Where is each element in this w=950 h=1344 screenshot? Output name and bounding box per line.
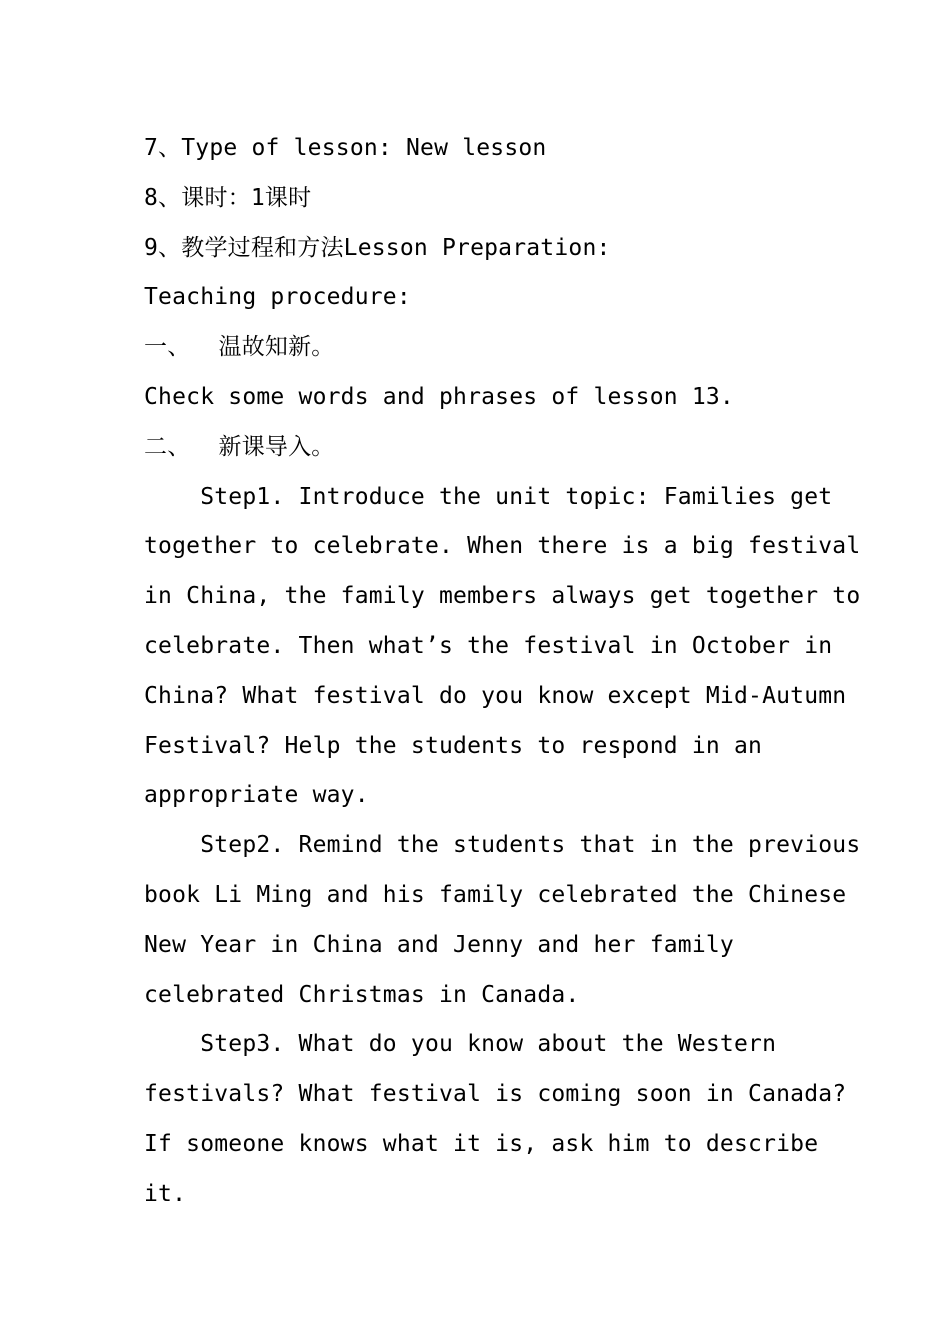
class-hours-line: 8、课时：1课时 <box>144 184 312 211</box>
paragraph-line: Step1. Introduce the unit topic: Families get <box>144 483 833 510</box>
paragraph-line: New Year in China and Jenny and her family <box>144 931 734 958</box>
section-2-heading: 二、 新课导入。 <box>144 433 335 460</box>
paragraph-line: China? What festival do you know except Mid-Autumn <box>144 682 847 709</box>
review-line: Check some words and phrases of lesson 13. <box>144 383 734 410</box>
teaching-process-line: 9、教学过程和方法Lesson Preparation: <box>144 234 611 261</box>
paragraph-line: appropriate way. <box>144 782 369 809</box>
paragraph-line: Step3. What do you know about the Western <box>144 1031 777 1058</box>
step3-paragraph <box>144 1020 847 1219</box>
teaching-procedure-heading: Teaching procedure: <box>144 284 411 311</box>
step1-paragraph <box>144 473 861 822</box>
paragraph-line: together to celebrate. When there is a big festival <box>144 533 861 560</box>
paragraph-line: celebrate. Then what’s the festival in October in <box>144 632 833 659</box>
paragraph-line: it. <box>144 1180 187 1207</box>
paragraph-line: Step2. Remind the students that in the previous <box>144 832 861 859</box>
section-1-heading: 一、 温故知新。 <box>144 334 335 361</box>
document-body <box>144 124 861 1220</box>
paragraph-line: book Li Ming and his family celebrated the Chinese <box>144 881 847 908</box>
paragraph-line: Festival? Help the students to respond in an <box>144 732 763 759</box>
paragraph-line: in China, the family members always get together to <box>144 583 861 610</box>
paragraph-line: festivals? What festival is coming soon in Canada? <box>144 1081 847 1108</box>
paragraph-line: If someone knows what it is, ask him to describe <box>144 1130 819 1157</box>
step2-paragraph <box>144 821 861 1020</box>
paragraph-line: celebrated Christmas in Canada. <box>144 981 580 1008</box>
lesson-type-line: 7、Type of lesson: New lesson <box>144 135 547 161</box>
